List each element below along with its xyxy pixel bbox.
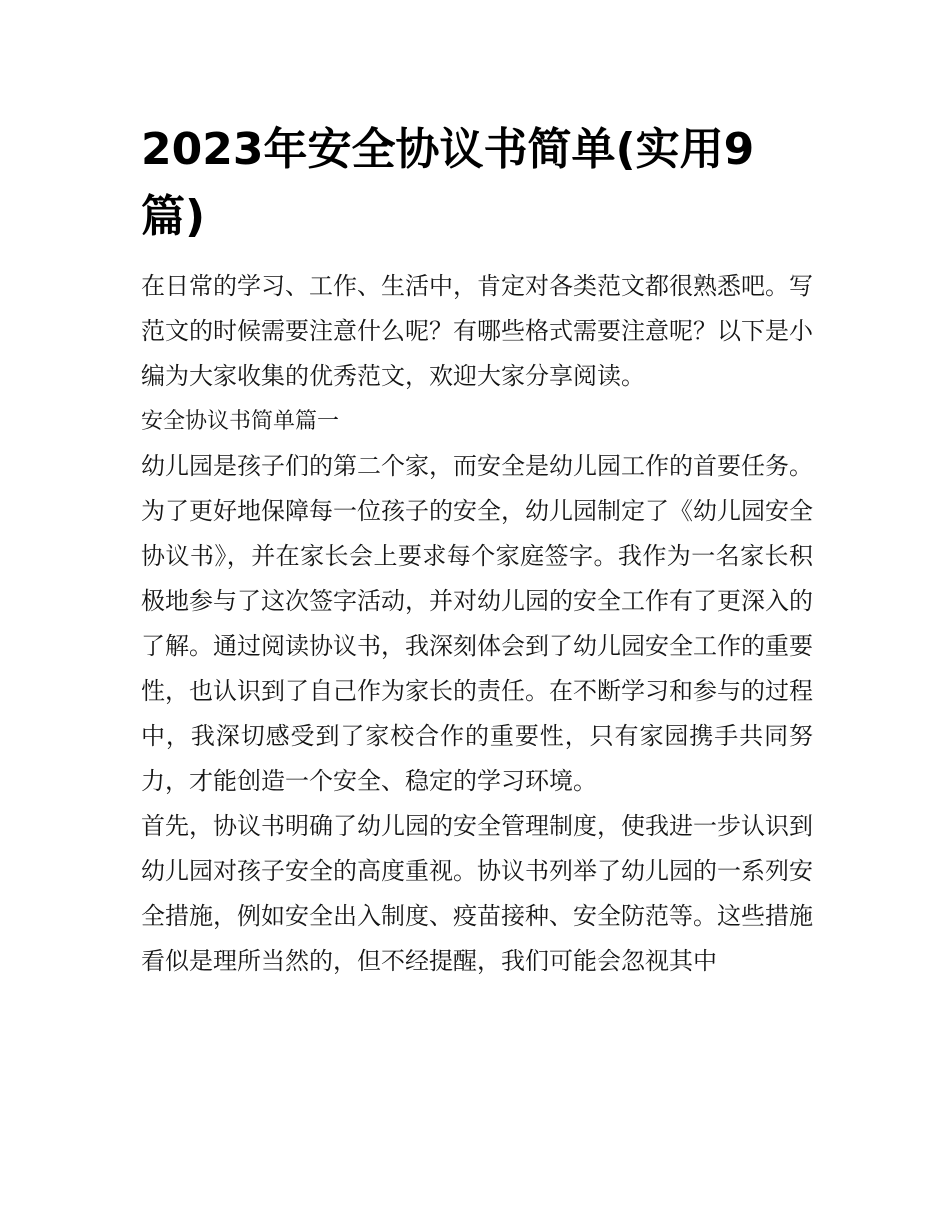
intro-paragraph: 在日常的学习、工作、生活中，肯定对各类范文都很熟悉吧。写范文的时候需要注意什么呢？有哪些格式需要注意呢？以下是小编为大家收集的优秀范文，欢迎大家分享阅读。: [141, 272, 813, 390]
section-heading: 安全协议书简单篇一: [141, 409, 340, 434]
document-title: 2023年安全协议书简单(实用9篇): [141, 124, 755, 242]
document-body: [141, 264, 813, 984]
body-paragraph-1: 幼儿园是孩子们的第二个家，而安全是幼儿园工作的首要任务。为了更好地保障每一位孩子的安全，幼儿园制定了《幼儿园安全协议书》，并在家长会上要求每个家庭签字。我作为一名家长积极地参与了这次签字活动，并对幼儿园的安全工作有了更深入的了解。通过阅读协议书，我深刻体会到了幼儿园安全工作的重要性，也认识到了自己作为家长的责任。在不断学习和参与的过程中，我深切感受到了家校合作的重要性，只有家园携手共同努力，才能创造一个安全、稳定的学习环境。: [141, 452, 813, 795]
document-page: [141, 0, 813, 984]
body-paragraph-2: 首先，协议书明确了幼儿园的安全管理制度，使我进一步认识到幼儿园对孩子安全的高度重视。协议书列举了幼儿园的一系列安全措施，例如安全出入制度、疫苗接种、安全防范等。这些措施看似是理所当然的，但不经提醒，我们可能会忽视其中: [141, 812, 813, 975]
